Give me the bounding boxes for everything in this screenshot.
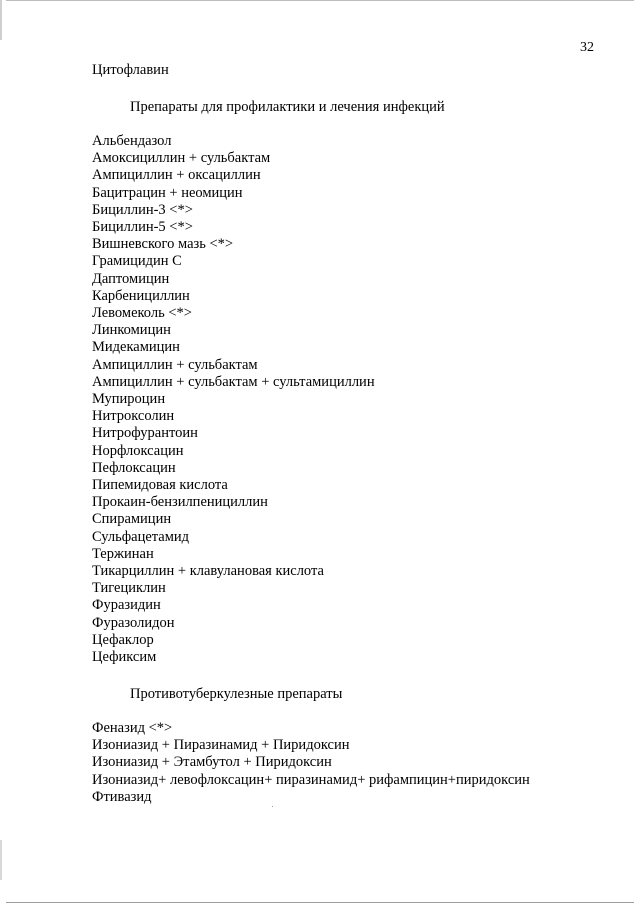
list-item: Изониазид + Пиразинамид + Пиридоксин — [92, 737, 350, 754]
list-item: Изониазид + Этамбутол + Пиридоксин — [92, 754, 332, 771]
list-item: Норфлоксацин — [92, 442, 184, 459]
list-item: Фуразолидон — [92, 614, 175, 631]
intro-list — [92, 62, 169, 79]
list-item: Тигециклин — [92, 580, 166, 597]
list-item: Вишневского мазь <*> — [92, 236, 234, 253]
list-item: Спирамицин — [92, 511, 172, 528]
list-item: Альбендазол — [92, 133, 172, 149]
list-item: Прокаин-бензилпенициллин — [92, 494, 268, 511]
list-item: Цитофлавин — [92, 62, 169, 78]
list-item: Бициллин-5 <*> — [92, 219, 193, 236]
list-item: Ампициллин + сульбактам + сультамициллин — [92, 373, 375, 390]
list-item: Изониазид+ левофлоксацин+ пиразинамид+ рифампицин+пиридоксин — [92, 771, 530, 788]
list-item: Феназид <*> — [92, 720, 173, 736]
list-item: Нитрофурантоин — [92, 425, 198, 442]
list-item: Тержинан — [92, 545, 154, 562]
list-item: Бацитрацин + неомицин — [92, 184, 243, 201]
list-item: Мупироцин — [92, 391, 166, 408]
scan-edge-mark — [0, 0, 2, 40]
list-item: Пефлоксацин — [92, 459, 176, 476]
section-heading-tb: Противотуберкулезные препараты — [130, 686, 343, 702]
page-number: 32 — [580, 40, 594, 55]
list-item: Грамицидин С — [92, 253, 182, 270]
list-item: Цефаклор — [92, 631, 154, 648]
list-item: Сульфацетамид — [92, 528, 190, 545]
list-item: Фтивазид — [92, 788, 152, 805]
list-item: Мидекамицин — [92, 339, 180, 356]
list-item: Фуразидин — [92, 597, 161, 614]
list-item: Даптомицин — [92, 270, 170, 287]
section-heading-infections: Препараты для профилактики и лечения инфекций — [130, 99, 445, 115]
list-item: Левомеколь <*> — [92, 305, 192, 322]
list-item: Нитроксолин — [92, 408, 175, 425]
list-item: Карбенициллин — [92, 287, 190, 304]
list-item: Амоксициллин + сульбактам — [92, 150, 271, 167]
list-item: Цефиксим — [92, 649, 157, 666]
list-item: Ампициллин + оксациллин — [92, 167, 261, 184]
page-top-edge — [6, 0, 634, 1]
infections-list — [92, 133, 375, 666]
list-item: Бициллин-3 <*> — [92, 201, 193, 218]
tb-list — [92, 720, 530, 806]
list-item: Пипемидовая кислота — [92, 477, 228, 494]
list-item: Ампициллин + сульбактам — [92, 356, 258, 373]
list-item: Линкомицин — [92, 322, 171, 339]
scan-speck — [272, 806, 273, 807]
scan-edge-mark — [0, 840, 2, 880]
page-bottom-edge — [6, 902, 634, 903]
list-item: Тикарциллин + клавулановая кислота — [92, 563, 324, 580]
